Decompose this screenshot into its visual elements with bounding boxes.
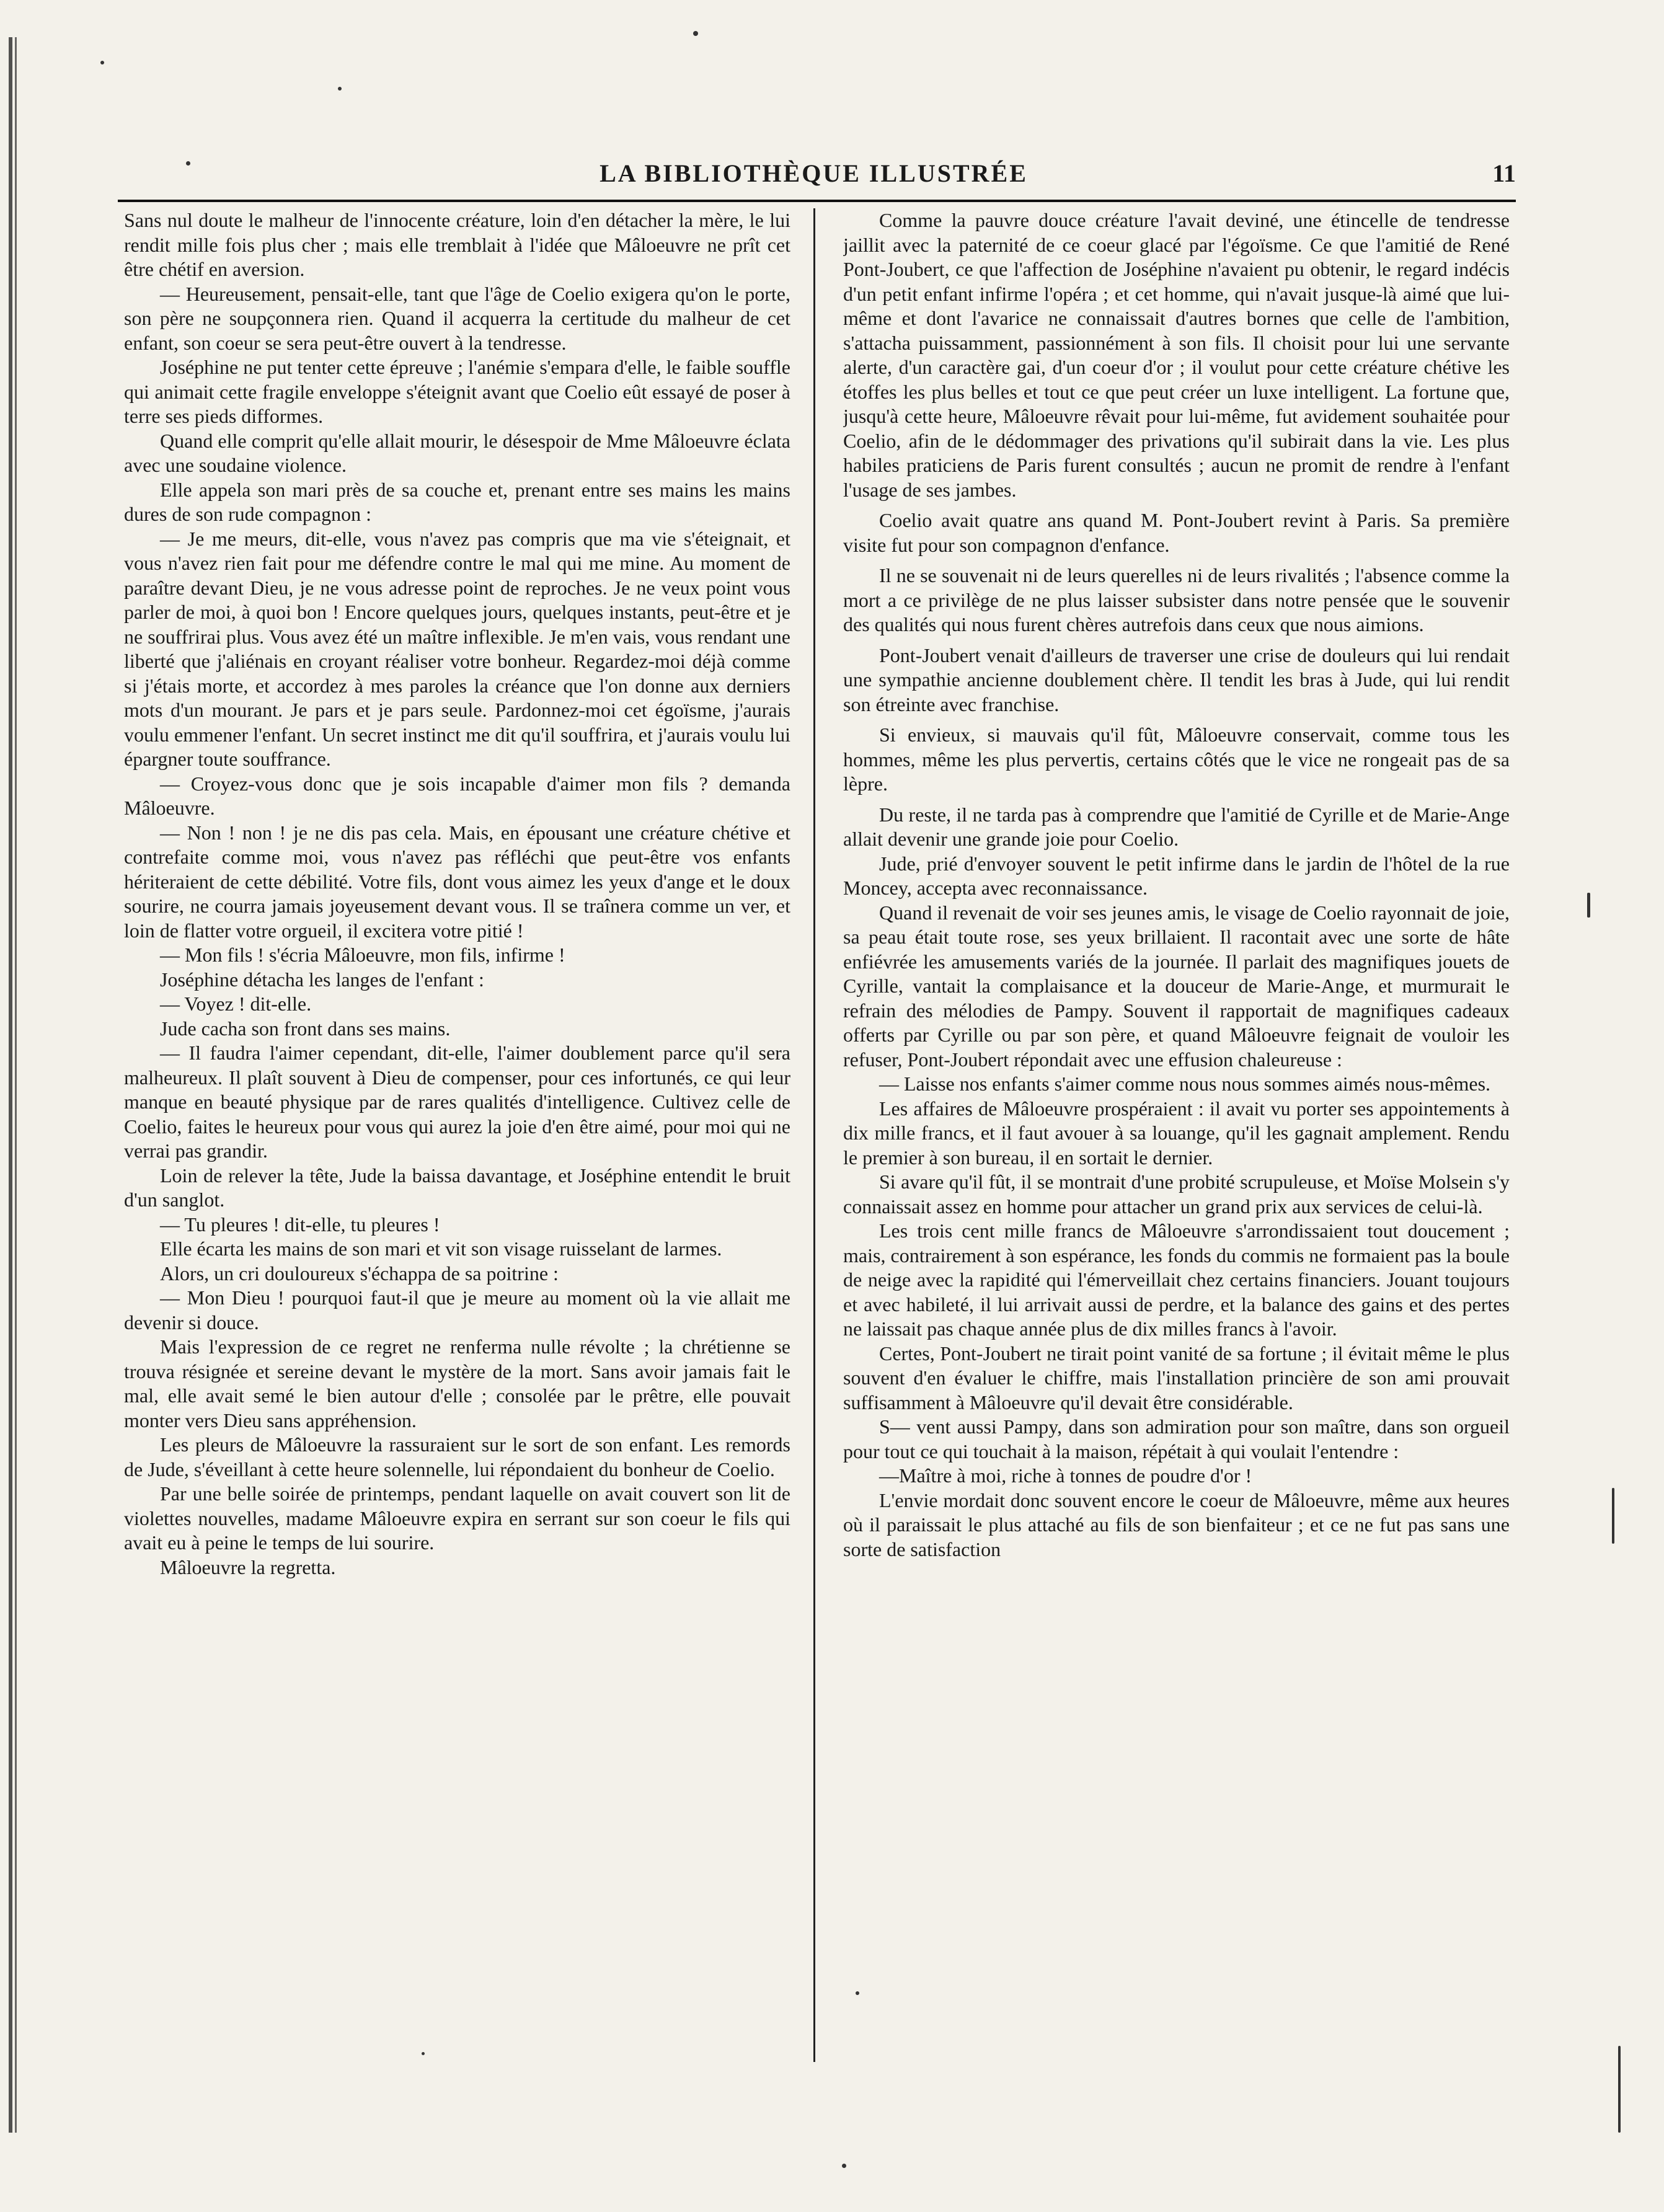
paragraph: — Mon fils ! s'écria Mâloeuvre, mon fils, infirme ! [160,944,565,966]
column-divider [813,208,815,2062]
page-header [112,159,1516,193]
header-rule [118,200,1516,202]
left-column [124,208,790,2068]
binding-edge [9,37,22,2133]
paragraph: — Voyez ! dit-elle. [160,993,312,1015]
speck [100,61,104,64]
paragraph: Comme la pauvre douce créature l'avait deviné, une étincelle de tendresse jaillit avec la paternité de ce coeur glacé par l'égoïsme. Ce que l'amitié de René Pont-Joubert, ce que l'affection de Joséphine n'avaient pu obtenir, le regard indécis d'un petit enfant infirme l'opéra ; et cet homme, qui n'avait jusque-là aimé que lui-même et dont l'avarice ne connaissait d'autres bornes que celle de l'ambition, s'attacha puissamment, passionnément à son fils. Il choisit pour lui une servante alerte, d'un caractère gai, d'un coeur d'or ; il voulut pour cette créature chétive les étoffes les plus belles et tout ce que peut créer un luxe intelligent. La fortune que, jusqu'à cette heure, Mâloeuvre rêvait pour lui-même, fut avidement souhaitée pour Coelio, afin de le dédommager des privations qu'il subirait dans la vie. Les plus habiles praticiens de Paris furent consultés ; aucun ne promit de rendre à l'enfant l'usage de ses jambes. [843,209,1510,501]
paragraph: Du reste, il ne tarda pas à comprendre que l'amitié de Cyrille et de Marie-Ange allait devenir une grande joie pour Coelio. [843,803,1510,850]
speck [842,2164,846,2168]
paragraph: Par une belle soirée de printemps, pendant laquelle on avait couvert son lit de violettes nouvelles, madame Mâloeuvre expira en serrant sur son coeur le fils qui avait eu à peine le temps de lui sourire. [124,1482,790,1554]
paragraph: Certes, Pont-Joubert ne tirait point vanité de sa fortune ; il évitait même le plus souvent d'en évaluer le chiffre, mais l'installation princière de son ami prouvait suffisamment à Mâloeuvre qu'il devait être considérable. [843,1342,1510,1413]
paragraph: Alors, un cri douloureux s'échappa de sa poitrine : [160,1262,559,1285]
paragraph: Si avare qu'il fût, il se montrait d'une probité scrupuleuse, et Moïse Molsein s'y connaissait assez en homme pour attacher un grand prix aux services de celui-là. [843,1170,1510,1218]
right-column [843,208,1510,2068]
paragraph: —Maître à moi, riche à tonnes de poudre d'or ! [879,1464,1252,1487]
paragraph: Joséphine détacha les langes de l'enfant : [160,968,484,991]
paragraph: L'envie mordait donc souvent encore le coeur de Mâloeuvre, même aux heures où il paraissait le plus attaché au fils de son bienfaiteur ; et ce ne fut pas sans une sorte de satisfaction [843,1489,1510,1560]
paragraph: Il ne se souvenait ni de leurs querelles ni de leurs rivalités ; l'absence comme la mort a ce privilège de ne plus laisser subsister dans notre pensée que le souvenir des qualités qui nous furent chères autrefois dans ceux que nous aimions. [843,564,1510,635]
running-title: LA BIBLIOTHÈQUE ILLUSTRÉE [600,159,1028,187]
speck [1612,1488,1614,1544]
speck [693,31,698,36]
paragraph: Pont-Joubert venait d'ailleurs de traverser une crise de douleurs qui lui rendait une sympathie ancienne doublement chère. Il tendit les bras à Jude, qui lui rendit son étreinte avec franchise. [843,644,1510,715]
speck [1587,893,1590,918]
paragraph: Joséphine ne put tenter cette épreuve ; l'anémie s'empara d'elle, le faible souffle qui animait cette fragile enveloppe s'éteignit avant que Coelio eût essayé de poser à terre ses pieds difformes. [124,356,790,427]
paragraph: Les trois cent mille francs de Mâloeuvre s'arrondissaient tout doucement ; mais, contrairement à son espérance, les fonds du commis ne formaient pas la boule de neige avec la rapidité qui l'émerveillait chez certains financiers. Jouant toujours et avec habileté, il lui arrivait aussi de perdre, et la balance des gains et des pertes ne laissait pas chaque année plus de dix milles francs à l'avoir. [843,1219,1510,1340]
paragraph: — Il faudra l'aimer cependant, dit-elle, l'aimer doublement parce qu'il sera malheureux. Il plaît souvent à Dieu de compenser, pour ces infortunés, ce qui leur manque en beauté physique par de rares qualités d'intelligence. Cultivez celle de Coelio, faites le heureux pour vous qui aurez la joie d'en être aimé, pour moi qui ne verrai pas grandir. [124,1042,790,1162]
speck [1618,2046,1621,2133]
paragraph: Jude cacha son front dans ses mains. [160,1017,451,1040]
paragraph: Elle appela son mari près de sa couche et, prenant entre ses mains les mains dures de son rude compagnon : [124,478,790,525]
paragraph: — Mon Dieu ! pourquoi faut-il que je meure au moment où la vie allait me devenir si douce. [124,1286,790,1334]
paragraph: Quand elle comprit qu'elle allait mourir, le désespoir de Mme Mâloeuvre éclata avec une soudaine violence. [124,429,790,476]
paragraph: Elle écarta les mains de son mari et vit son visage ruisselant de larmes. [160,1237,722,1260]
paragraph: Mâloeuvre la regretta. [160,1555,336,1578]
speck [338,87,342,91]
paragraph: — Je me meurs, dit-elle, vous n'avez pas compris que ma vie s'éteignait, et vous n'avez rien fait pour me défendre contre le mal qui me mine. Au moment de paraître devant Dieu, je ne vous adresse point de reproches. Je ne veux point vous parler de moi, à quoi bon ! Encore quelques jours, quelques instants, peut-être et je ne souffrirai plus. Vous avez été un maître inflexible. Je m'en vais, vous rendant une liberté que j'aliénais en croyant réaliser votre bonheur. Regardez-moi déjà comme si j'étais morte, et accordez à mes paroles la créance que l'on donne aux derniers mots d'un mourant. Je pars et je pars seule. Pardonnez-moi cet égoïsme, j'aurais voulu emmener l'enfant. Un secret instinct me dit qu'il souffrira, et j'aurais voulu lui épargner toute souffrance. [124,527,790,770]
paragraph: Sans nul doute le malheur de l'innocente créature, loin d'en détacher la mère, le lui rendit mille fois plus cher ; mais elle tremblait à l'idée que Mâloeuvre ne prît cet être chétif en aversion. [124,209,790,280]
paragraph: Coelio avait quatre ans quand M. Pont-Joubert revint à Paris. Sa première visite fut pour son compagnon d'enfance. [843,509,1510,556]
paragraph: Loin de relever la tête, Jude la baissa davantage, et Joséphine entendit le bruit d'un sanglot. [124,1164,790,1211]
paragraph: Quand il revenait de voir ses jeunes amis, le visage de Coelio rayonnait de joie, sa peau était toute rose, ses yeux brillaient. Il racontait avec une sorte de hâte enfiévrée les amusements variés de la journée. Il parlait des magnifiques jouets de Cyrille, vantait la complaisance et la douceur de Marie-Ange, et murmurait le refrain des mélodies de Pampy. Souvent il rapportait de magnifiques cadeaux offerts par Cyrille ou par son père, et quand Mâloeuvre feignait de vouloir les refuser, Pont-Joubert répondait avec une effusion chaleureuse : [843,901,1510,1071]
paragraph: Mais l'expression de ce regret ne renferma nulle révolte ; la chrétienne se trouva résignée et sereine devant le mystère de la mort. Sans avoir jamais fait le mal, elle avait semé le bien autour d'elle ; consolée par le prêtre, elle pouvait monter vers Dieu sans appréhension. [124,1335,790,1431]
page-number: 11 [1492,159,1516,187]
paragraph: Les affaires de Mâloeuvre prospéraient : il avait vu porter ses appointements à dix mille francs, et il faut avouer à sa louange, qu'il les gagnait amplement. Rendu le premier à son bureau, il en sortait le dernier. [843,1097,1510,1169]
paragraph: Les pleurs de Mâloeuvre la rassuraient sur le sort de son enfant. Les remords de Jude, s'éveillant à cette heure solennelle, lui répondaient du bonheur de Coelio. [124,1433,790,1480]
paragraph: Si envieux, si mauvais qu'il fût, Mâloeuvre conservait, comme tous les hommes, même les plus pervertis, certains côtés que le vice ne rongeait pas de sa lèpre. [843,723,1510,795]
paragraph: — Non ! non ! je ne dis pas cela. Mais, en épousant une créature chétive et contrefaite comme moi, vous n'avez pas réfléchi que peut-être vos enfants hériteraient de cette débilité. Votre fils, dont vous aimez les yeux d'ange et le doux sourire, ne courra jamais joyeusement devant vous. Il se traînera comme un ver, et loin de flatter votre orgueil, il excitera votre pitié ! [124,821,790,942]
paragraph: — Tu pleures ! dit-elle, tu pleures ! [160,1213,440,1236]
paragraph: Jude, prié d'envoyer souvent le petit infirme dans le jardin de l'hôtel de la rue Moncey, accepta avec reconnaissance. [843,852,1510,899]
paragraph: — Croyez-vous donc que je sois incapable d'aimer mon fils ? demanda Mâloeuvre. [124,772,790,819]
paragraph: — Heureusement, pensait-elle, tant que l'âge de Coelio exigera qu'on le porte, son père ne soupçonnera rien. Quand il acquerra la certitude du malheur de cet enfant, son coeur se sera peut-être ouvert à la tendresse. [124,282,790,354]
paragraph: S— vent aussi Pampy, dans son admiration pour son maître, dans son orgueil pour tout ce qui touchait à la maison, répétait à qui voulait l'entendre : [843,1415,1510,1462]
paragraph: — Laisse nos enfants s'aimer comme nous nous sommes aimés nous-mêmes. [879,1073,1491,1095]
